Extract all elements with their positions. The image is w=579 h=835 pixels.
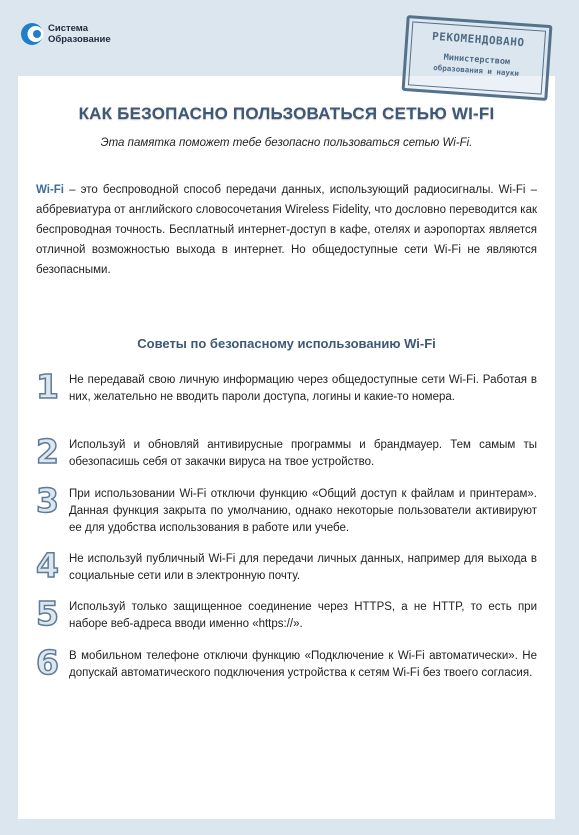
brand-logo-icon bbox=[20, 22, 44, 46]
tip-text: При использовании Wi-Fi отключи функцию «Общий доступ к файлам и принтерам». Данная функция закрыта по умолчанию, однако некоторые пользователи активируют ее для удобства использования в работе или учебе. bbox=[69, 488, 537, 534]
intro-text: – это беспроводной способ передачи данных, использующий радиосигналы. Wi-Fi – аббревиатура от английского словосочетания Wireless Fidelity, что дословно переводится как беспроводная точность. Бесплатный интернет-доступ в кафе, отелях и аэропортах является отличной возможностью выхода в интернет. Но общедоступные сети Wi-Fi не являются безопасными. bbox=[36, 184, 537, 276]
brand-name-line1: Система bbox=[48, 23, 88, 34]
brand-name bbox=[48, 23, 111, 45]
stamp-line1: РЕКОМЕНДОВАНО bbox=[431, 29, 525, 50]
tip-text: Используй и обновляй антивирусные программы и брандмауер. Тем самым ты обезопасишь себя от закачки вируса на твое устройство. bbox=[69, 439, 537, 468]
tip-text: В мобильном телефоне отключи функцию «Подключение к Wi-Fi автоматически». Не допускай автоматического подключения устройства к сетям Wi-Fi без твоего согласия. bbox=[69, 650, 537, 679]
tips-heading: Советы по безопасному использованию Wi-Fi bbox=[137, 336, 436, 351]
tip-number: 2 bbox=[36, 432, 59, 471]
recommended-stamp bbox=[402, 15, 553, 101]
tip-number: 6 bbox=[36, 643, 59, 682]
brand-name-line2: Образование bbox=[48, 34, 111, 45]
tip-number: 1 bbox=[36, 367, 59, 406]
tip-text: Не передавай свою личную информацию через общедоступные сети Wi-Fi. Работая в них, желательно не вводить пароли доступа, логины и какие-то номера. bbox=[69, 374, 537, 403]
tip-text: Используй только защищенное соединение через HTTPS, а не HTTP, то есть при наборе веб-адреса вводи именно «https://». bbox=[69, 601, 537, 630]
page-title: КАК БЕЗОПАСНО ПОЛЬЗОВАТЬСЯ СЕТЬЮ WI-FI bbox=[78, 104, 495, 123]
tip-number: 5 bbox=[36, 594, 59, 633]
stamp-line2: Министерством bbox=[443, 52, 511, 68]
intro-paragraph bbox=[36, 180, 537, 280]
page-subtitle: Эта памятка поможет тебе безопасно пользоваться сетью Wi-Fi. bbox=[100, 137, 473, 149]
stamp-line3: образования и науки bbox=[433, 62, 520, 78]
tip-text: Не используй публичный Wi-Fi для передачи личных данных, например для выхода в социальные сети или в электронную почту. bbox=[69, 553, 537, 582]
intro-term: Wi-Fi bbox=[36, 184, 64, 196]
tip-number: 3 bbox=[36, 481, 59, 520]
brand-logo bbox=[20, 22, 111, 46]
tip-number: 4 bbox=[36, 546, 59, 585]
